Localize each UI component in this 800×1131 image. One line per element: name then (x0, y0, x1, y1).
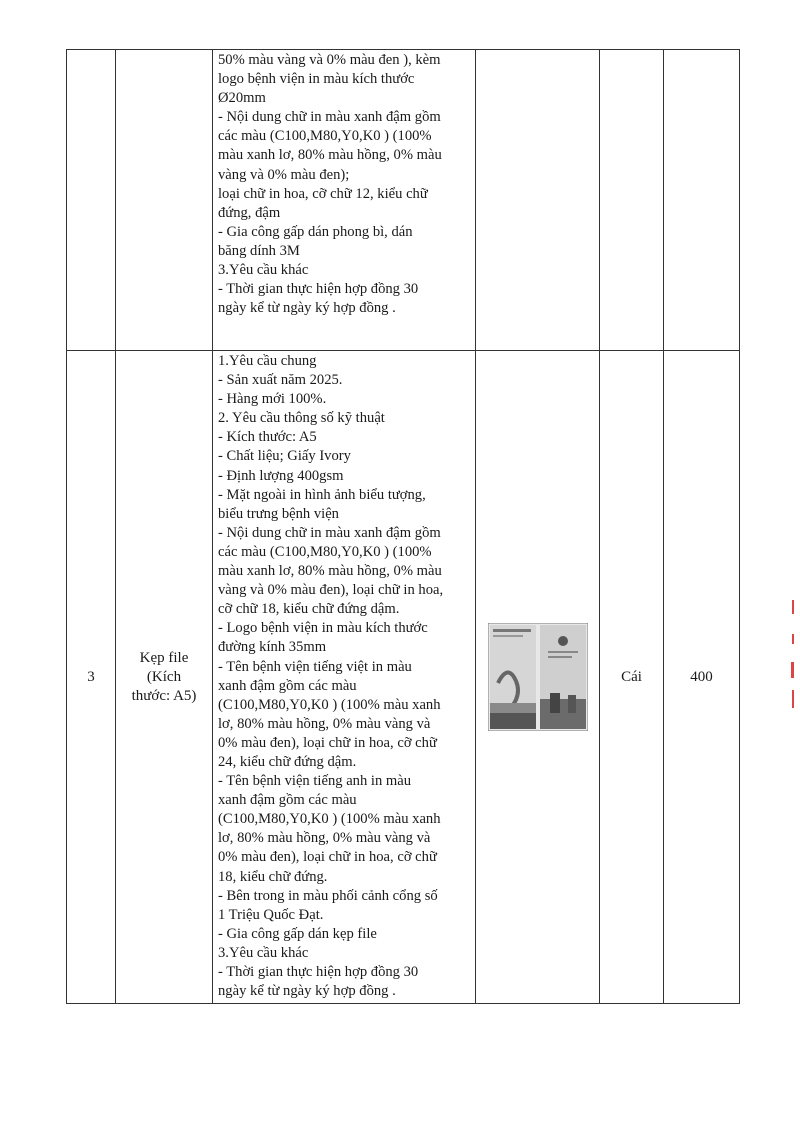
text-line: - Thời gian thực hiện hợp đồng 30 (218, 964, 419, 980)
text-line: vàng và 0% màu đen), loại chữ in hoa, (218, 582, 444, 599)
text-line: các màu (C100,M80,Y0,K0 ) (100% (218, 543, 432, 560)
text-line: 50% màu vàng và 0% màu đen ), kèm (218, 52, 441, 68)
table-row (67, 50, 740, 351)
text-line: biểu trưng bệnh viện (218, 505, 339, 522)
text-line: cỡ chữ 18, kiểu chữ đứng dậm. (218, 601, 400, 618)
text-line: - Gia công gấp dán phong bì, dán (218, 223, 413, 240)
qty-cell: 400 (664, 351, 740, 1004)
text-line: 3.Yêu cầu khác (218, 262, 309, 279)
text-line: 0% màu đen), loại chữ in hoa, cỡ chữ (218, 734, 437, 751)
text-line: logo bệnh viện in màu kích thước (218, 71, 415, 88)
text-line: xanh đậm gồm các màu (218, 792, 357, 809)
text-line: - Logo bệnh viện in màu kích thước (218, 620, 428, 637)
text-line: 24, kiểu chữ đứng dậm. (218, 753, 357, 770)
text-line: - Tên bệnh viện tiếng việt in màu (218, 658, 412, 675)
text-line: - Định lượng 400gsm (218, 467, 344, 484)
text-line: lơ, 80% màu hồng, 0% màu vàng và (218, 715, 431, 732)
text-line: lơ, 80% màu hồng, 0% màu vàng và (218, 830, 431, 847)
item-name (116, 649, 212, 706)
text-line: xanh đậm gồm các màu (218, 677, 357, 694)
text-line: - Hàng mới 100%. (218, 391, 327, 408)
text-line: 0% màu đen), loại chữ in hoa, cỡ chữ (218, 849, 437, 866)
qty-cell (664, 50, 740, 351)
name-cell (116, 351, 213, 1004)
margin-stamp-mark (790, 600, 796, 710)
name-cell (116, 50, 213, 351)
text-line: màu xanh lơ, 80% màu hồng, 0% màu (218, 563, 442, 580)
file-folder-photo-icon (488, 623, 588, 731)
text-line: - Chất liệu; Giấy Ivory (218, 448, 351, 465)
text-line: - Mặt ngoài in hình ảnh biểu tượng, (218, 486, 426, 503)
text-line: ngày kể từ ngày ký hợp đồng . (218, 983, 396, 1000)
text-line: đứng, đậm (218, 204, 281, 221)
text-line: - Bên trong in màu phối cảnh cổng số (218, 887, 438, 904)
description-text (213, 351, 475, 1003)
text-line: (C100,M80,Y0,K0 ) (100% màu xanh (218, 811, 441, 828)
text-line: - Thời gian thực hiện hợp đồng 30 (218, 281, 419, 298)
text-line: - Kích thước: A5 (218, 429, 317, 446)
image-cell (476, 351, 600, 1004)
text-line: các màu (C100,M80,Y0,K0 ) (100% (218, 128, 432, 145)
text-line: 2. Yêu cầu thông số kỹ thuật (218, 410, 385, 427)
table-row (67, 351, 740, 1004)
text-line: Ø20mm (218, 90, 266, 107)
stt-cell (67, 50, 116, 351)
stt-cell: 3 (67, 351, 116, 1004)
unit-cell (600, 50, 664, 351)
text-line: màu xanh lơ, 80% màu hồng, 0% màu (218, 147, 442, 164)
unit-cell: Cái (600, 351, 664, 1004)
text-line: ngày kể từ ngày ký hợp đồng . (218, 300, 396, 317)
text-line: - Gia công gấp dán kẹp file (218, 925, 377, 942)
image-cell (476, 50, 600, 351)
text-line: Kẹp file (139, 649, 189, 666)
text-line: - Nội dung chữ in màu xanh đậm gồm (218, 524, 441, 541)
text-line: đường kính 35mm (218, 639, 327, 656)
description-cell (213, 351, 476, 1004)
text-line: băng dính 3M (218, 242, 300, 259)
text-line: vàng và 0% màu đen); (218, 166, 350, 183)
text-line: - Sản xuất năm 2025. (218, 372, 343, 389)
text-line: (C100,M80,Y0,K0 ) (100% màu xanh (218, 696, 441, 713)
text-line: - Nội dung chữ in màu xanh đậm gồm (218, 109, 441, 126)
text-line: 1.Yêu cầu chung (218, 353, 317, 369)
text-line: 3.Yêu cầu khác (218, 944, 309, 961)
text-line: loại chữ in hoa, cỡ chữ 12, kiểu chữ (218, 185, 428, 202)
text-line: thước: A5) (131, 687, 197, 704)
description-cell (213, 50, 476, 351)
text-line: 18, kiểu chữ đứng. (218, 868, 328, 885)
text-line: 1 Triệu Quốc Đạt. (218, 906, 324, 923)
text-line: (Kích (146, 668, 182, 685)
description-text (213, 50, 475, 320)
text-line: - Tên bệnh viện tiếng anh in màu (218, 773, 412, 790)
spec-table (66, 49, 740, 1004)
